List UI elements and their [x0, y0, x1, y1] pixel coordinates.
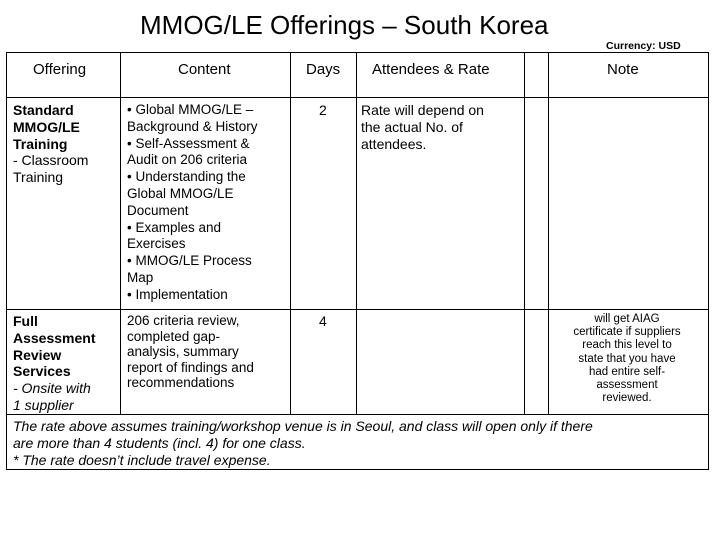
content-line: • Examples and	[127, 219, 222, 235]
row-divider	[6, 97, 708, 98]
offering-sub-line: - Onsite with	[13, 380, 91, 397]
note-line: certificate if suppliers	[573, 326, 681, 339]
content-line: Exercises	[127, 236, 186, 252]
column-divider	[548, 52, 549, 414]
offering-name-line: Assessment	[13, 329, 96, 346]
column-divider	[120, 52, 121, 414]
header-offering: Offering	[33, 61, 87, 78]
row1-days: 2	[319, 102, 327, 118]
content-line: • Implementation	[127, 286, 228, 302]
offering-name-line: Review	[13, 346, 62, 363]
rate-line: Rate will depend on	[361, 102, 484, 118]
offering-sub-line: - Classroom	[13, 152, 89, 169]
offering-sub-line: Training	[13, 169, 64, 186]
footer-line: The rate above assumes training/workshop venue is in Seoul, and class will open only if there	[13, 418, 593, 434]
note-line: reviewed.	[602, 392, 652, 405]
row2-days: 4	[319, 313, 327, 329]
page-title: MMOG/LE Offerings – South Korea	[140, 10, 549, 40]
row2-offering	[13, 313, 96, 414]
currency-label: Currency: USD	[606, 40, 681, 52]
offering-name-line: Services	[13, 363, 71, 380]
row1-content	[127, 102, 258, 304]
content-line: 206 criteria review,	[127, 313, 240, 328]
content-line: recommendations	[127, 375, 235, 391]
content-line: Audit on 206 criteria	[127, 152, 248, 168]
content-line: Document	[127, 202, 189, 218]
offering-name-line: Standard	[13, 102, 74, 118]
header-content: Content	[178, 61, 231, 78]
note-line: reach this level to	[582, 339, 672, 352]
header-attendees-rate: Attendees & Rate	[372, 61, 490, 78]
note-line: had entire self-	[588, 365, 666, 378]
column-divider	[524, 52, 525, 414]
footer-line: * The rate doesn’t include travel expense.	[13, 452, 271, 469]
footer-notes	[13, 418, 703, 469]
note-line: will get AIAG	[594, 313, 660, 325]
row-divider	[6, 309, 708, 310]
row-divider	[6, 414, 708, 415]
content-line: • MMOG/LE Process	[127, 253, 252, 269]
row1-offering	[13, 102, 88, 186]
header-days: Days	[306, 61, 341, 78]
content-line: Global MMOG/LE	[127, 185, 234, 201]
header-note: Note	[607, 61, 639, 78]
content-line: • Understanding the	[127, 169, 246, 185]
row2-content	[127, 313, 254, 391]
note-line: state that you have	[578, 352, 676, 365]
content-line: • Self-Assessment &	[127, 135, 250, 151]
offerings-table	[6, 52, 709, 470]
note-line: assessment	[596, 379, 658, 392]
content-line: Map	[127, 269, 154, 285]
offering-name-line: MMOG/LE	[13, 118, 80, 135]
offering-sub-line: 1 supplier	[13, 396, 74, 413]
column-divider	[290, 52, 291, 414]
content-line: • Global MMOG/LE –	[127, 102, 254, 117]
offering-name-line: Full	[13, 313, 38, 329]
column-divider	[356, 52, 357, 414]
footer-line: are more than 4 students (incl. 4) for one class.	[13, 435, 306, 452]
row2-note	[551, 313, 703, 406]
rate-line: attendees.	[361, 135, 427, 152]
content-line: analysis, summary	[127, 344, 239, 360]
rate-line: the actual No. of	[361, 118, 463, 135]
content-line: Background & History	[127, 118, 258, 134]
content-line: report of findings and	[127, 359, 254, 375]
row1-rate	[361, 102, 484, 152]
offering-name-line: Training	[13, 135, 68, 152]
content-line: completed gap-	[127, 328, 221, 344]
